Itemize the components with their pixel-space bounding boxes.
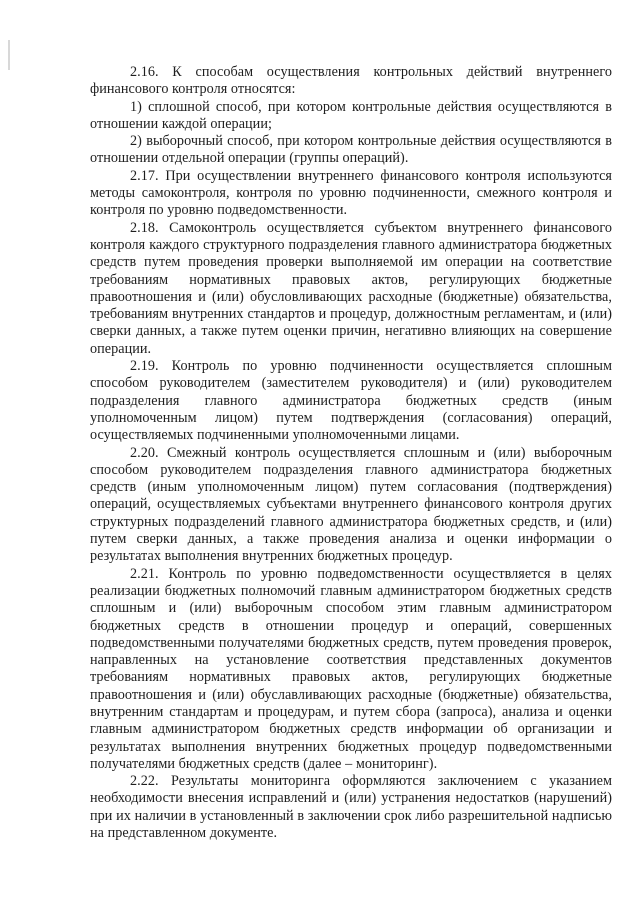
scan-edge-mark xyxy=(8,40,10,70)
paragraph-2-22: 2.22. Результаты мониторинга оформляются заключением с указанием необходимости внесения исправлений и (или) устранения недостатков (нарушений) при их наличии в установленный в заключении срок либо разрешительной надписью на представленном документе. xyxy=(90,773,612,842)
paragraph-2-17: 2.17. При осуществлении внутреннего финансового контроля используются методы самоконтроля, контроля по уровню подчиненности, смежного контроля и контроля по уровню подведомственности. xyxy=(90,167,612,219)
paragraph-2-19: 2.19. Контроль по уровню подчиненности осуществляется сплошным способом руководителем (заместителем руководителя) и (или) руководителем подразделения главного администратора бюджетных средств (иным уполномоченным лицом) путем подтверждения (согласования) операций, осуществляемых подчиненными уполномоченными лицами. xyxy=(90,358,612,444)
paragraph-2-21: 2.21. Контроль по уровню подведомственности осуществляется в целях реализации бюджетных полномочий главным администратором бюджетных средств сплошным и (или) выборочным способом этим главным администратором бюджетных средств в отношении процедур и операций, совершенных подведомственными получателями бюджетных средств, путем проведения проверок, направленных на установление соответствия представленных документов требованиям нормативных правовых актов, регулирующих бюджетные правоотношения и (или) обуславливающих расходные (бюджетные) обязательства, внутренним стандартам и процедурам, и путем сбора (запроса), анализа и оценки главным администратором бюджетных средств информации об организации и результатах выполнения внутренних бюджетных процедур подведомственными получателями бюджетных средств (далее – мониторинг). xyxy=(90,565,612,772)
paragraph-2-16-item-2: 2) выборочный способ, при котором контрольные действия осуществляются в отношении отдельной операции (группы операций). xyxy=(90,133,612,167)
paragraph-2-20: 2.20. Смежный контроль осуществляется сплошным и (или) выборочным способом руководителем подразделения главного администратора бюджетных средств (иным уполномоченным лицом) путем согласования (подтверждения) операций, осуществляемых субъектами внутреннего финансового контроля других структурных подразделений главного администратора бюджетных средств, и (или) путем сверки данных, а также проведения анализа и оценки информации о результатах выполнения внутренних бюджетных процедур. xyxy=(90,444,612,565)
paragraph-2-18: 2.18. Самоконтроль осуществляется субъектом внутреннего финансового контроля каждого структурного подразделения главного администратора бюджетных средств путем проведения проверки выполняемой им операции на соответствие требованиям нормативных правовых актов, регулирующих бюджетные правоотношения и (или) обусловливающих расходные (бюджетные) обязательства, требованиям внутренних стандартов и процедур, должностным регламентам, и (или) сверки данных, а также путем оценки причин, негативно влияющих на совершение операции. xyxy=(90,219,612,357)
paragraph-2-16-item-1: 1) сплошной способ, при котором контрольные действия осуществляются в отношении каждой операции; xyxy=(90,98,612,132)
paragraph-2-16: 2.16. К способам осуществления контрольных действий внутреннего финансового контроля относятся: xyxy=(90,64,612,98)
